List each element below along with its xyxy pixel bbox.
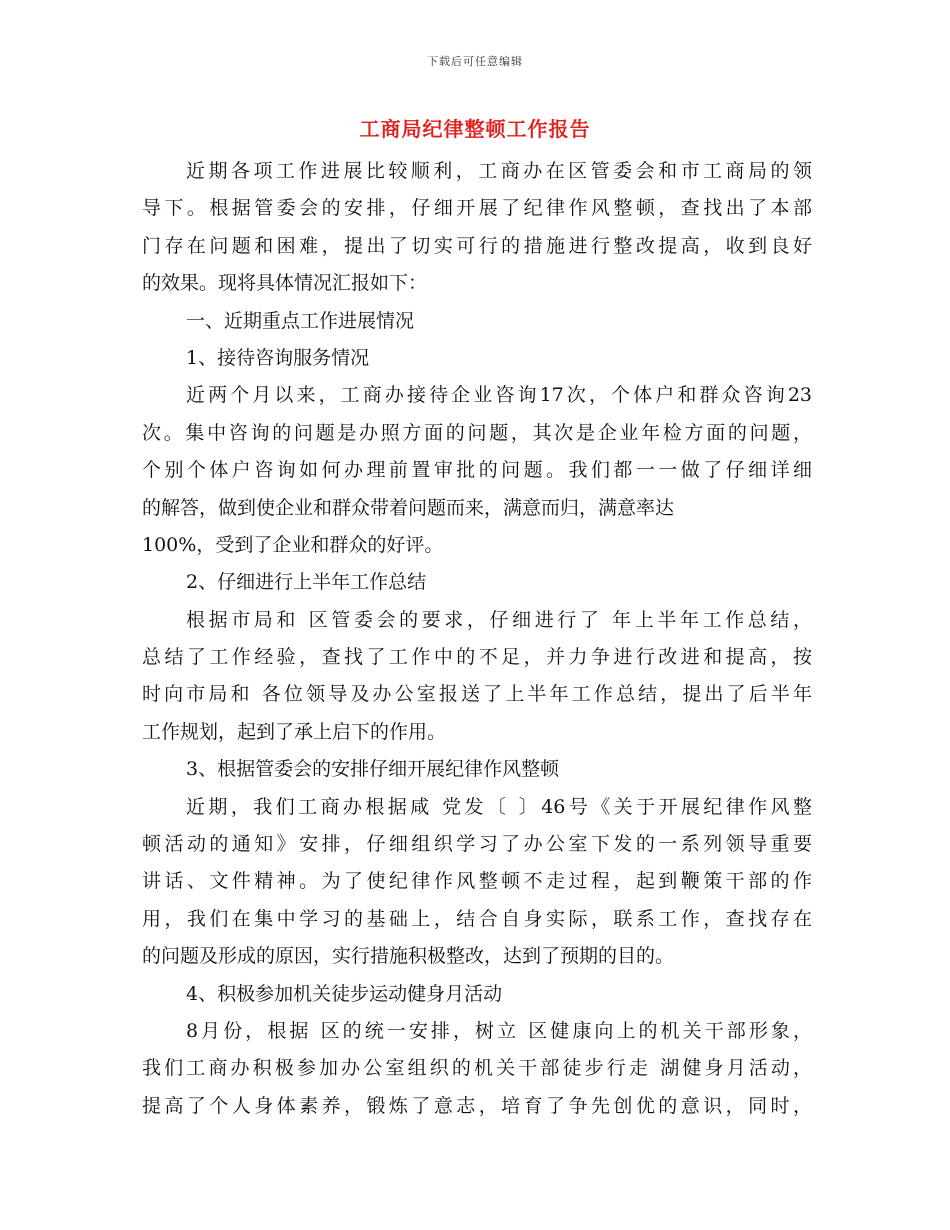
text-line: 4、积极参加机关徒步运动健身月活动 <box>186 982 503 1005</box>
text-line: 2、仔细进行上半年工作总结 <box>186 571 427 594</box>
text-line: 的解答，做到使企业和群众带着问题而来，满意而归，满意率达 <box>142 496 675 519</box>
text-line: 一、近期重点工作进展情况 <box>186 309 415 332</box>
text-line: 次。集中咨询的问题是办照方面的问题，其次是企业年检方面的问题， <box>142 421 812 444</box>
text-line: 总结了工作经验，查找了工作中的不足，并力争进行改进和提高，按 <box>142 646 812 669</box>
document-title: 工商局纪律整顿工作报告 <box>359 117 591 141</box>
text-line: 讲话、文件精神。为了使纪律作风整顿不走过程，起到鞭策干部的作 <box>142 870 812 893</box>
text-line: 100%，受到了企业和群众的好评。 <box>142 533 444 556</box>
text-line: 8月份，根据 区的统一安排，树立 区健康向上的机关干部形象， <box>186 1019 812 1042</box>
text-line: 近期，我们工商办根据咸 党发〔 〕46号《关于开展纪律作风整 <box>186 795 812 818</box>
text-line: 3、根据管委会的安排仔细开展纪律作风整顿 <box>186 758 560 781</box>
text-line: 根据市局和 区管委会的要求，仔细进行了 年上半年工作总结， <box>186 608 812 631</box>
text-line: 顿活动的通知》安排，仔细组织学习了办公室下发的一系列领导重要 <box>142 833 812 856</box>
text-line: 个别个体户咨询如何办理前置审批的问题。我们都一一做了仔细详细 <box>142 459 812 482</box>
text-line: 用，我们在集中学习的基础上，结合自身实际，联系工作，查找存在 <box>142 907 812 930</box>
text-line: 1、接待咨询服务情况 <box>186 346 370 369</box>
text-line: 的效果。现将具体情况汇报如下： <box>142 272 428 295</box>
text-line: 工作规划，起到了承上启下的作用。 <box>142 720 447 743</box>
text-line: 的问题及形成的原因，实行措施积极整改，达到了预期的目的。 <box>142 945 675 968</box>
page-header-note: 下载后可任意编辑 <box>427 55 523 68</box>
text-line: 提高了个人身体素养，锻炼了意志，培育了争先创优的意识，同时， <box>142 1094 812 1117</box>
text-line: 近期各项工作进展比较顺利，工商办在区管委会和市工商局的领 <box>186 160 812 182</box>
text-line: 时向市局和 各位领导及办公室报送了上半年工作总结，提出了后半年 <box>142 683 812 706</box>
text-line: 我们工商办积极参加办公室组织的机关干部徒步行走 湖健身月活动， <box>142 1057 812 1080</box>
text-line: 近两个月以来，工商办接待企业咨询17次，个体户和群众咨询23 <box>186 384 812 407</box>
text-line: 门存在问题和困难，提出了切实可行的措施进行整改提高，收到良好 <box>142 234 812 257</box>
text-line: 导下。根据管委会的安排，仔细开展了纪律作风整顿，查找出了本部 <box>142 197 812 220</box>
document-body <box>142 153 812 1125</box>
